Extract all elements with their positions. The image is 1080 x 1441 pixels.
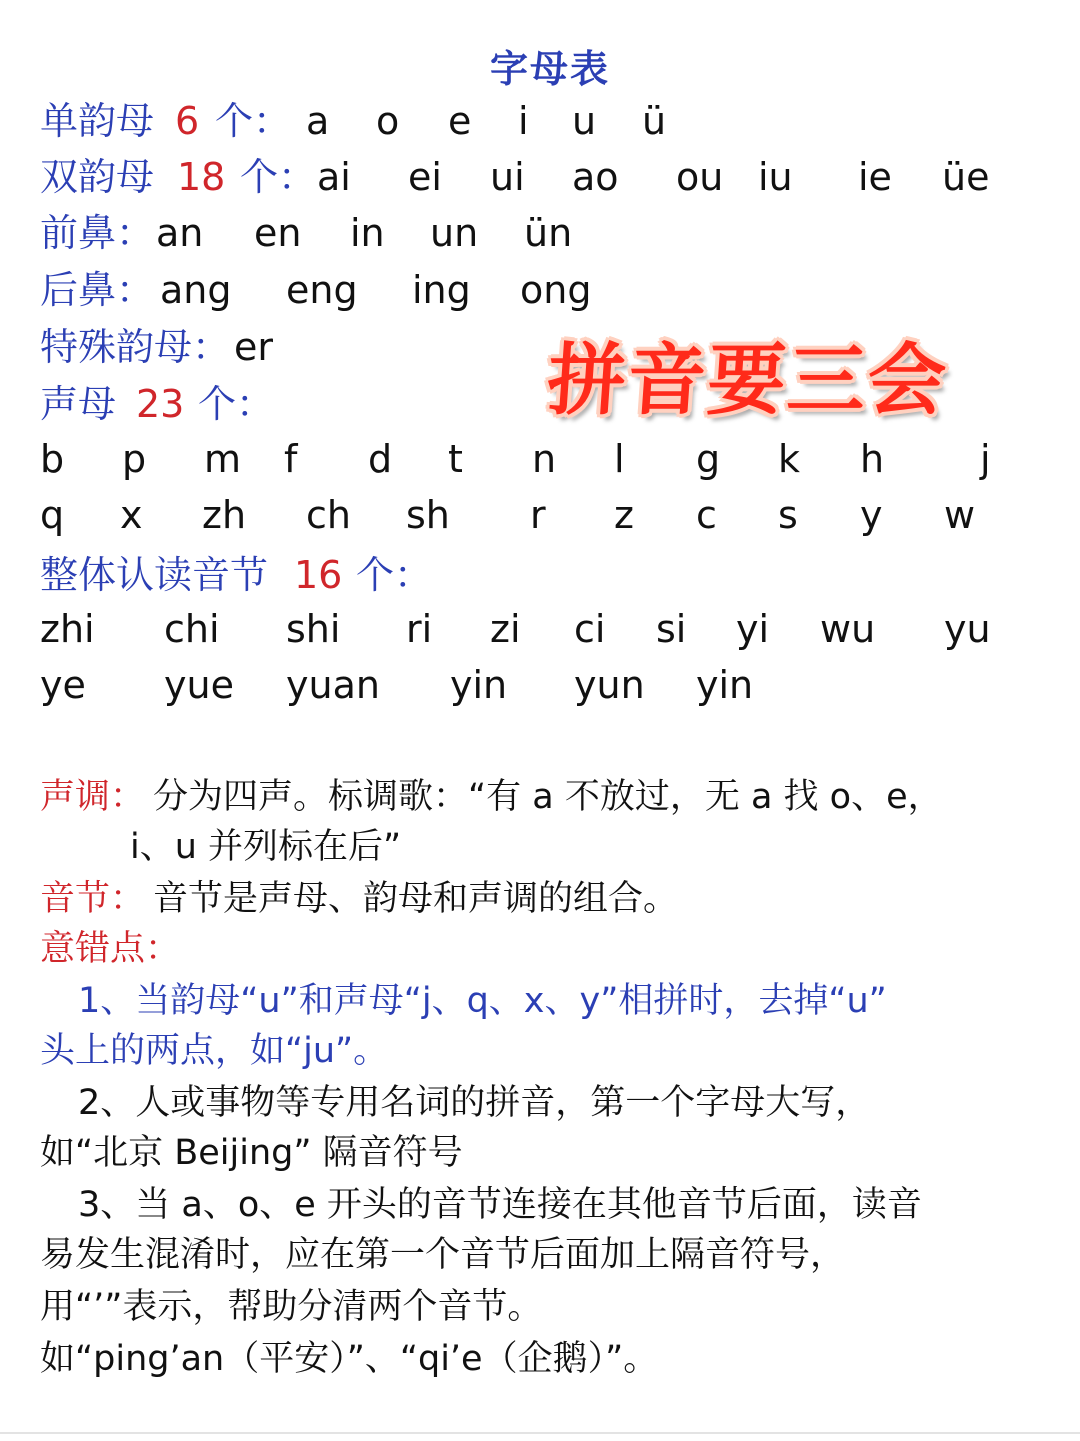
final-ou: ou <box>676 155 724 199</box>
syllable-yue: yue <box>164 663 234 707</box>
tone-label: 声调： <box>40 777 146 817</box>
row-initials-header <box>40 382 440 429</box>
syllable-yu: yu <box>944 607 991 651</box>
error-label: 意错点： <box>40 929 181 969</box>
label-front-nasal: 前鼻： <box>40 211 155 255</box>
syllable-yi: yi <box>736 607 770 651</box>
bottom-divider <box>0 1432 1080 1434</box>
final-u: u <box>572 99 597 143</box>
error1-line2: 头上的两点，如“ju”。 <box>40 1031 389 1071</box>
syllable-ye: ye <box>40 663 86 707</box>
row-initials-line2 <box>40 493 1040 542</box>
final-ie: ie <box>858 155 892 199</box>
row-compound-finals <box>40 155 1040 202</box>
initial-b: b <box>40 437 65 481</box>
initial-j: j <box>980 437 991 481</box>
initial-n: n <box>532 437 557 481</box>
label-special-final: 特殊韵母： <box>40 325 231 369</box>
final-ong: ong <box>520 268 592 312</box>
row-single-finals <box>40 99 1040 146</box>
final-en: en <box>254 211 302 255</box>
error1-line1: 1、当韵母“u”和声母“j、q、x、y”相拼时，去掉“u” <box>78 981 887 1021</box>
count-initials: 23 <box>136 382 185 426</box>
syllable-zi: zi <box>490 607 521 651</box>
initial-ch: ch <box>306 493 351 537</box>
final-ing: ing <box>412 268 471 312</box>
final-i: i <box>518 99 529 143</box>
label-back-nasal: 后鼻： <box>40 268 155 312</box>
final-ui: ui <box>490 155 525 199</box>
syllable-yuan: yuan <box>286 663 380 707</box>
label-whole-syllables: 整体认读音节 <box>40 553 269 597</box>
label-initials: 声母 <box>40 382 117 426</box>
initial-sh: sh <box>406 493 450 537</box>
initial-p: p <box>122 437 147 481</box>
sticker-title: 拼音要三会 <box>544 336 951 426</box>
syllable-wu: wu <box>820 607 876 651</box>
syllable-si: si <box>656 607 687 651</box>
final-eng: eng <box>286 268 358 312</box>
initial-c: c <box>696 493 717 537</box>
final-an: an <box>156 211 204 255</box>
final-iu: iu <box>758 155 793 199</box>
initial-l: l <box>614 437 625 481</box>
final-ao: ao <box>572 155 619 199</box>
error3-line4: 如“ping’an（平安）”、“qi’e（企鹅）”。 <box>40 1339 659 1379</box>
syllable-note <box>40 879 679 919</box>
error2-line1: 2、人或事物等专用名词的拼音，第一个字母大写， <box>78 1083 871 1123</box>
row-back-nasal <box>40 268 1040 315</box>
syllable-text: 音节是声母、韵母和声调的组合。 <box>153 879 679 919</box>
initial-x: x <box>120 493 143 537</box>
syllable-ri: ri <box>406 607 433 651</box>
final-ai: ai <box>317 155 351 199</box>
final-er: er <box>234 325 274 369</box>
row-whole-syllables-header <box>40 553 540 600</box>
final-ue: üe <box>942 155 990 199</box>
initial-m: m <box>204 437 242 481</box>
unit-whole-syllables: 个： <box>356 553 433 597</box>
final-un: un <box>430 211 479 255</box>
initial-z: z <box>614 493 634 537</box>
final-o: o <box>376 99 400 143</box>
error3-line1: 3、当 a、o、e 开头的音节连接在其他音节后面，读音 <box>78 1185 922 1225</box>
final-e: e <box>448 99 472 143</box>
syllable-yun: yun <box>574 663 645 707</box>
syllable-zhi: zhi <box>40 607 95 651</box>
syllable-ci: ci <box>574 607 606 651</box>
final-in: in <box>350 211 385 255</box>
final-u-umlaut: ü <box>642 99 667 143</box>
tone-note <box>40 777 943 817</box>
syllable-chi: chi <box>164 607 220 651</box>
tone-text-line2: i、u 并列标在后” <box>130 827 402 867</box>
initial-g: g <box>696 437 721 481</box>
initial-s: s <box>778 493 798 537</box>
count-whole-syllables: 16 <box>294 553 343 597</box>
error3-line3: 用“’”表示，帮助分清两个音节。 <box>40 1287 543 1327</box>
tone-text-line1: 分为四声。标调歌：“有 a 不放过，无 a 找 o、e， <box>153 777 943 817</box>
row-front-nasal <box>40 211 1040 258</box>
error2-line2: 如“北京 Beijing” 隔音符号 <box>40 1133 463 1173</box>
syllable-yin-2: yin <box>696 663 754 707</box>
initial-q: q <box>40 493 65 537</box>
initial-t: t <box>448 437 463 481</box>
row-initials-line1 <box>40 437 1040 486</box>
label-single-finals: 单韵母 <box>40 99 155 143</box>
initial-zh: zh <box>202 493 247 537</box>
syllable-shi: shi <box>286 607 341 651</box>
unit-single-finals: 个： <box>215 99 292 143</box>
final-ei: ei <box>408 155 442 199</box>
final-ang: ang <box>160 268 232 312</box>
page-title: 字母表 <box>489 47 610 91</box>
initial-y: y <box>860 493 883 537</box>
final-un-umlaut: ün <box>524 211 573 255</box>
initial-r: r <box>530 493 546 537</box>
unit-initials: 个： <box>198 382 275 426</box>
row-whole-syllables-line2 <box>40 663 1040 712</box>
unit-compound-finals: 个： <box>240 155 317 199</box>
syllable-yin: yin <box>450 663 508 707</box>
initial-d: d <box>368 437 393 481</box>
error3-line2: 易发生混淆时，应在第一个音节后面加上隔音符号， <box>40 1235 846 1275</box>
final-a: a <box>306 99 330 143</box>
count-compound-finals: 18 <box>177 155 226 199</box>
count-single-finals: 6 <box>175 99 200 143</box>
row-special-final <box>40 325 440 372</box>
label-compound-finals: 双韵母 <box>40 155 155 199</box>
initial-h: h <box>860 437 885 481</box>
initial-f: f <box>284 437 298 481</box>
syllable-label: 音节： <box>40 879 146 919</box>
initial-w: w <box>944 493 976 537</box>
initial-k: k <box>778 437 801 481</box>
row-whole-syllables-line1 <box>40 607 1040 656</box>
